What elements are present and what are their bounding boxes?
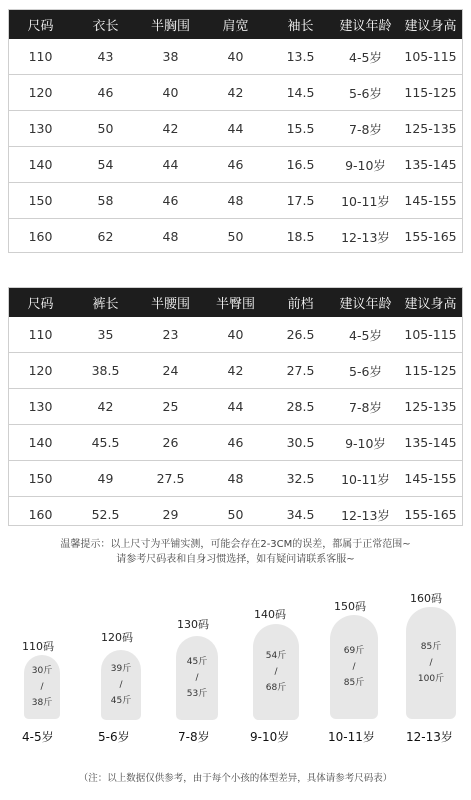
table-header-row [8,287,463,317]
table-cell: 14.5 [268,75,333,111]
table-cell: 28.5 [268,389,333,425]
table-cell: 45.5 [73,425,138,461]
weight-max: 100斤 [417,674,445,684]
table-cell: 105-115 [398,317,463,353]
weight-separator: / [274,667,278,677]
table-cell: 9-10岁 [333,425,398,461]
table-cell: 13.5 [268,39,333,75]
table-cell: 38.5 [73,353,138,389]
header-cell: 裤长 [73,287,138,317]
table-cell: 35 [73,317,138,353]
header-cell: 半腰围 [138,287,203,317]
table-cell: 10-11岁 [333,461,398,497]
weight-silhouette [253,624,299,720]
table-row [8,75,463,111]
table-row [8,183,463,219]
table-cell: 46 [203,147,268,183]
table-cell: 9-10岁 [333,147,398,183]
table-cell: 40 [138,75,203,111]
header-cell: 建议身高 [398,287,463,317]
table-row [8,219,463,255]
table-cell: 18.5 [286,229,315,244]
table-cell: 40 [203,317,268,353]
table-cell: 110 [8,317,73,353]
weight-separator: / [429,658,433,668]
weight-max: 53斤 [186,689,208,699]
table-cell: 10-11岁 [333,183,398,219]
table-cell: 155-165 [404,229,457,244]
table-cell: 16.5 [268,147,333,183]
age-label: 4-5岁 [22,730,54,744]
table-cell: 130 [8,389,73,425]
table-cell: 50 [227,507,244,522]
weight-separator: / [352,662,356,672]
table-cell: 105-115 [398,39,463,75]
header-cell: 肩宽 [203,9,268,39]
table-cell: 125-135 [398,389,463,425]
table-cell: 7-8岁 [333,111,398,147]
table-cell: 54 [73,147,138,183]
table-cell: 30.5 [268,425,333,461]
table-cell: 42 [203,75,268,111]
header-cell: 前档 [268,287,333,317]
table-cell: 46 [73,75,138,111]
table-cell: 150 [8,183,73,219]
table-row [8,461,463,497]
size-label: 160码 [410,592,442,605]
table-cell: 43 [73,39,138,75]
table-cell: 34.5 [286,507,315,522]
kid-figure-130 [172,612,222,745]
table-cell: 40 [203,39,268,75]
header-cell: 建议年龄 [333,287,398,317]
weight-max: 85斤 [343,678,365,688]
weight-separator: / [119,680,123,690]
table-cell: 48 [203,461,268,497]
table-cell: 42 [203,353,268,389]
table-cell: 145-155 [398,461,463,497]
table-cell: 5-6岁 [333,353,398,389]
table-cell: 52.5 [91,507,120,522]
weight-separator: / [40,682,44,692]
table-row [8,111,463,147]
table-header-row [8,9,463,39]
weight-min: 54斤 [265,651,287,661]
weight-silhouette [330,615,378,719]
table-cell: 120 [8,75,73,111]
table-cell: 42 [73,389,138,425]
table-cell: 27.5 [268,353,333,389]
table-cell: 12-13岁 [341,229,390,245]
table-cell: 48 [203,183,268,219]
table-cell: 135-145 [398,425,463,461]
table-cell: 12-13岁 [341,507,390,523]
kid-figure-120 [96,625,146,745]
kid-figure-110 [18,630,68,745]
header-cell: 建议年龄 [333,9,398,39]
weight-silhouette [176,636,218,720]
top-size-table [8,9,463,254]
table-cell: 46 [203,425,268,461]
weight-min: 69斤 [343,646,365,656]
notice-line-2: 请参考尺码表和自身习惯选择，如有疑问请联系客服~ [116,554,355,565]
size-label: 120码 [101,631,133,644]
table-cell: 4-5岁 [333,39,398,75]
table-row [8,389,463,425]
table-cell: 150 [8,461,73,497]
table-cell: 160 [28,507,53,522]
table-cell: 29 [162,507,179,522]
table-cell: 27.5 [138,461,203,497]
age-label: 9-10岁 [250,730,290,744]
weight-separator: / [195,673,199,683]
table-cell: 23 [138,317,203,353]
table-cell: 48 [162,229,179,244]
size-label: 110码 [22,640,54,653]
table-cell: 38 [138,39,203,75]
weight-max: 38斤 [31,698,53,708]
table-cell: 50 [73,111,138,147]
size-label: 150码 [334,600,366,613]
kid-figure-140 [248,602,304,745]
table-cell: 135-145 [398,147,463,183]
size-label: 140码 [254,608,286,621]
table-row [8,497,463,533]
table-cell: 62 [97,229,114,244]
age-label: 5-6岁 [98,730,130,744]
table-cell: 25 [138,389,203,425]
table-row [8,425,463,461]
weight-min: 39斤 [110,664,132,674]
table-cell: 7-8岁 [333,389,398,425]
weight-max: 45斤 [110,696,132,706]
header-cell: 袖长 [268,9,333,39]
weight-silhouette [406,607,456,719]
table-cell: 115-125 [398,75,463,111]
weight-max: 68斤 [265,683,287,693]
table-cell: 46 [138,183,203,219]
header-cell: 半臀围 [203,287,268,317]
table-row [8,353,463,389]
footnote: （注：以上数据仅供参考，由于每个小孩的体型差异，具体请参考尺码表） [78,773,393,784]
table-cell: 44 [138,147,203,183]
table-cell: 17.5 [268,183,333,219]
table-cell: 140 [8,147,73,183]
table-cell: 42 [138,111,203,147]
weight-silhouette [24,655,60,719]
weight-min: 30斤 [31,666,53,676]
notice-line-1: 温馨提示：以上尺寸为平铺实测，可能会存在2-3CM的误差，都属于正常范围~ [60,539,411,550]
table-row [8,39,463,75]
weight-min: 85斤 [420,642,442,652]
table-cell: 5-6岁 [333,75,398,111]
header-cell: 尺码 [8,9,73,39]
age-label: 10-11岁 [328,730,375,744]
table-cell: 125-135 [398,111,463,147]
table-cell: 44 [203,111,268,147]
kid-figure-160 [402,587,462,745]
weight-silhouette [101,650,141,720]
table-cell: 160 [28,229,53,244]
table-cell: 110 [8,39,73,75]
table-cell: 4-5岁 [333,317,398,353]
header-cell: 衣长 [73,9,138,39]
table-cell: 140 [8,425,73,461]
kid-figure-150 [324,595,384,745]
table-cell: 44 [203,389,268,425]
table-row [8,147,463,183]
table-cell: 50 [227,229,244,244]
bottom-size-table [8,287,463,532]
table-cell: 58 [73,183,138,219]
table-cell: 115-125 [398,353,463,389]
table-cell: 130 [8,111,73,147]
age-label: 7-8岁 [178,730,210,744]
table-cell: 49 [73,461,138,497]
age-label: 12-13岁 [406,730,453,744]
size-label: 130码 [177,618,209,631]
header-cell: 尺码 [8,287,73,317]
table-row [8,317,463,353]
header-cell: 半胸围 [138,9,203,39]
table-cell: 120 [8,353,73,389]
table-cell: 155-165 [404,507,457,522]
table-cell: 24 [138,353,203,389]
table-cell: 32.5 [268,461,333,497]
table-cell: 26.5 [268,317,333,353]
table-cell: 145-155 [398,183,463,219]
table-cell: 15.5 [268,111,333,147]
header-cell: 建议身高 [398,9,463,39]
table-cell: 26 [138,425,203,461]
weight-min: 45斤 [186,657,208,667]
